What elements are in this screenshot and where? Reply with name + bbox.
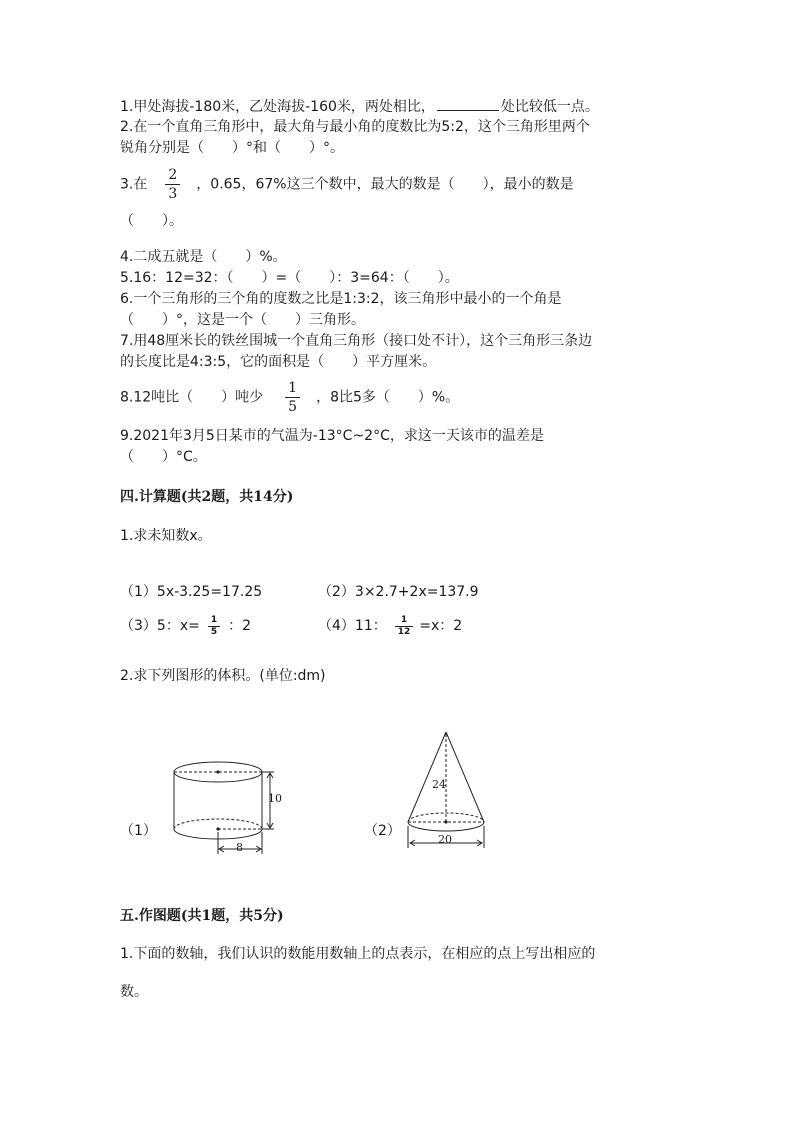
question-7-line-1: 7.用48厘米长的铁丝围城一个直角三角形（接口处不计），这个三角形三条边 [120,333,593,349]
question-1 [120,96,599,117]
question-3-line-2: （ ）。 [120,213,183,229]
cone-diameter-label: 20 [438,833,452,846]
question-4: 4.二成五就是（ ）%。 [120,249,287,265]
section-5-question-1-line-1: 1.下面的数轴，我们认识的数能用数轴上的点表示，在相应的点上写出相应的 [120,946,596,962]
section-5-question-1-line-2: 数。 [120,984,148,1000]
question-3-text-end: ，0.65，67%这三个数中，最大的数是（ ），最小的数是 [196,176,574,193]
cylinder-figure [168,752,288,862]
question-9-line-1: 9.2021年3月5日某市的气温为-13°C~2°C，求这一天该市的温差是 [120,428,544,444]
bottom-center-dot [216,827,219,830]
figure-1-label: （1） [120,823,157,839]
top-center-dot [216,770,219,773]
question-5: 5.16：12=32：（ ）=（ ）：3=64：（ ）。 [120,270,459,286]
question-3-text: 3.在 [120,176,148,193]
question-7-line-2: 的长度比是4:3:5，它的面积是（ ）平方厘米。 [120,354,437,370]
section-4-question-2: 2.求下列图形的体积。(单位:dm) [120,668,326,684]
equation-2: （2）3×2.7+2x=137.9 [318,584,479,600]
answer-blank[interactable] [437,96,499,111]
question-1-text-end: 处比较低一点。 [500,99,599,115]
cylinder-height-label: 10 [268,792,282,805]
equation-3 [120,611,251,641]
question-2-line-1: 2.在一个直角三角形中，最大角与最小角的度数比为5:2，这个三角形里两个 [120,119,590,135]
cone-right-edge [446,732,484,822]
question-1-text: 1.甲处海拔-180米，乙处海拔-160米，两处相比， [120,99,435,115]
question-8-text-end: ，8比5多（ ）%。 [316,389,460,406]
cone-height-label: 24 [432,778,446,791]
cone-left-edge [408,732,446,822]
section-4-title: 四.计算题(共2题，共14分) [120,489,294,505]
question-8 [120,379,459,416]
question-6-line-2: （ ）°，这是一个（ ）三角形。 [120,312,365,328]
fraction-denominator: 5 [288,399,298,415]
question-6-line-1: 6.一个三角形的三个角的度数之比是1:3:2，该三角形中最小的一个角是 [120,291,562,307]
base-center-dot [444,820,447,823]
fraction [208,615,220,638]
equation-4-text: （4）11： [318,618,387,634]
fraction-denominator: 3 [168,186,178,202]
figure-2-label: （2） [364,823,401,839]
fraction [395,615,414,638]
fraction-denominator: 12 [397,626,411,637]
fraction-numerator: 2 [168,167,178,183]
cylinder-radius-label: 8 [236,841,243,854]
question-8-text: 8.12吨比（ ）吨少 [120,389,264,406]
equation-4 [318,611,462,641]
fraction-denominator: 5 [210,626,218,637]
fraction-numerator: 1 [288,380,298,396]
question-2-line-2: 锐角分别是（ ）°和（ ）°。 [120,140,344,156]
fraction-numerator: 1 [210,614,218,625]
question-3 [120,166,574,203]
fraction [285,379,300,416]
section-5-title: 五.作图题(共1题，共5分) [120,908,284,924]
question-9-line-2: （ ）°C。 [120,449,207,465]
equation-1: （1）5x-3.25=17.25 [120,584,263,600]
fraction [165,166,180,203]
fraction-numerator: 1 [400,614,408,625]
equation-3-text: （3）5：x= [120,618,200,634]
section-4-question-1: 1.求未知数x。 [120,528,212,544]
equation-4-text-end: =x：2 [419,618,463,634]
equation-3-text-end: ：2 [228,618,252,634]
